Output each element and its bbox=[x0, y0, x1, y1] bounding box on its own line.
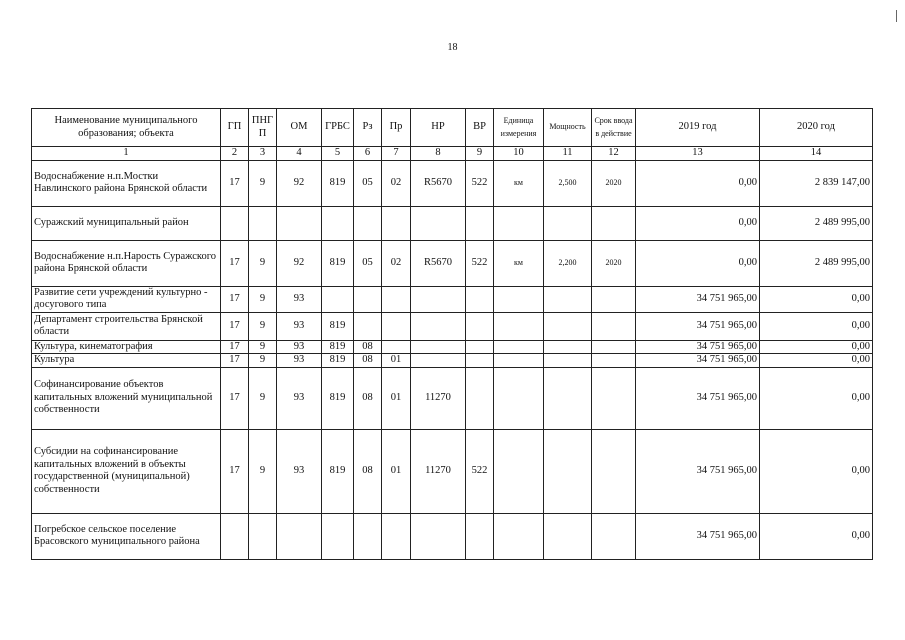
cell-term bbox=[592, 286, 636, 312]
cell-name: Департамент строительства Брянской области bbox=[32, 312, 221, 340]
header-unit: Единица измерения bbox=[494, 109, 544, 147]
cell-rz: 05 bbox=[354, 240, 382, 286]
cell-unit bbox=[494, 286, 544, 312]
col-number: 4 bbox=[277, 147, 322, 161]
cell-term bbox=[592, 513, 636, 559]
cell-gp: 17 bbox=[221, 340, 249, 354]
cell-name: Субсидии на софинансирование капитальных вложений в объекты государственной (муниципальной) собственности bbox=[32, 429, 221, 513]
col-number: 6 bbox=[354, 147, 382, 161]
cell-name: Софинансирование объектов капитальных вложений муниципальной собственности bbox=[32, 367, 221, 429]
cell-y2020: 0,00 bbox=[760, 513, 873, 559]
cell-y2020: 0,00 bbox=[760, 312, 873, 340]
cell-unit bbox=[494, 429, 544, 513]
cell-om: 93 bbox=[277, 312, 322, 340]
header-gp: ГП bbox=[221, 109, 249, 147]
col-number: 2 bbox=[221, 147, 249, 161]
cell-nr bbox=[411, 340, 466, 354]
cell-grbs: 819 bbox=[322, 429, 354, 513]
cell-power bbox=[544, 513, 592, 559]
cell-term bbox=[592, 354, 636, 368]
cell-y2020: 2 839 147,00 bbox=[760, 160, 873, 206]
cell-pr bbox=[382, 206, 411, 240]
col-number: 12 bbox=[592, 147, 636, 161]
cell-pr: 01 bbox=[382, 354, 411, 368]
cell-name: Культура, кинематография bbox=[32, 340, 221, 354]
cell-rz bbox=[354, 513, 382, 559]
header-power: Мощность bbox=[544, 109, 592, 147]
cell-y2019: 34 751 965,00 bbox=[636, 286, 760, 312]
cell-y2020: 0,00 bbox=[760, 286, 873, 312]
cell-grbs bbox=[322, 206, 354, 240]
cell-unit bbox=[494, 312, 544, 340]
cell-png: 9 bbox=[249, 354, 277, 368]
cell-gp: 17 bbox=[221, 429, 249, 513]
cell-gp bbox=[221, 513, 249, 559]
cell-nr bbox=[411, 312, 466, 340]
cell-unit bbox=[494, 513, 544, 559]
cell-unit bbox=[494, 340, 544, 354]
cell-unit bbox=[494, 206, 544, 240]
cell-pr: 01 bbox=[382, 367, 411, 429]
page-edge-mark bbox=[896, 10, 897, 22]
cell-om: 93 bbox=[277, 286, 322, 312]
cell-nr bbox=[411, 286, 466, 312]
cell-vr: 522 bbox=[466, 160, 494, 206]
cell-y2019: 34 751 965,00 bbox=[636, 513, 760, 559]
header-grbs: ГРБС bbox=[322, 109, 354, 147]
cell-rz: 08 bbox=[354, 367, 382, 429]
cell-rz: 08 bbox=[354, 429, 382, 513]
cell-gp bbox=[221, 206, 249, 240]
cell-term: 2020 bbox=[592, 240, 636, 286]
cell-power bbox=[544, 354, 592, 368]
cell-pr: 02 bbox=[382, 240, 411, 286]
budget-table bbox=[31, 108, 873, 560]
cell-vr bbox=[466, 354, 494, 368]
cell-pr: 01 bbox=[382, 429, 411, 513]
cell-power: 2,500 bbox=[544, 160, 592, 206]
col-number: 7 bbox=[382, 147, 411, 161]
cell-name: Суражский муниципальный район bbox=[32, 206, 221, 240]
cell-vr: 522 bbox=[466, 429, 494, 513]
table-row bbox=[32, 240, 873, 286]
cell-y2020: 2 489 995,00 bbox=[760, 240, 873, 286]
cell-rz bbox=[354, 286, 382, 312]
table-row bbox=[32, 367, 873, 429]
cell-gp: 17 bbox=[221, 286, 249, 312]
cell-power bbox=[544, 367, 592, 429]
cell-nr bbox=[411, 354, 466, 368]
cell-png bbox=[249, 513, 277, 559]
cell-y2019: 0,00 bbox=[636, 240, 760, 286]
cell-y2020: 0,00 bbox=[760, 367, 873, 429]
cell-rz: 05 bbox=[354, 160, 382, 206]
cell-y2020: 0,00 bbox=[760, 429, 873, 513]
cell-vr: 522 bbox=[466, 240, 494, 286]
cell-png: 9 bbox=[249, 160, 277, 206]
cell-om: 93 bbox=[277, 367, 322, 429]
cell-vr bbox=[466, 206, 494, 240]
cell-grbs: 819 bbox=[322, 367, 354, 429]
cell-om: 92 bbox=[277, 240, 322, 286]
col-number: 5 bbox=[322, 147, 354, 161]
cell-pr: 02 bbox=[382, 160, 411, 206]
cell-unit bbox=[494, 354, 544, 368]
header-2020: 2020 год bbox=[760, 109, 873, 147]
col-number: 13 bbox=[636, 147, 760, 161]
cell-png bbox=[249, 206, 277, 240]
cell-y2019: 0,00 bbox=[636, 160, 760, 206]
header-pr: Пр bbox=[382, 109, 411, 147]
table-row bbox=[32, 354, 873, 368]
cell-vr bbox=[466, 367, 494, 429]
cell-unit: км bbox=[494, 160, 544, 206]
cell-pr bbox=[382, 286, 411, 312]
cell-y2019: 34 751 965,00 bbox=[636, 354, 760, 368]
cell-om: 93 bbox=[277, 429, 322, 513]
cell-grbs bbox=[322, 286, 354, 312]
header-vr: ВР bbox=[466, 109, 494, 147]
col-number: 10 bbox=[494, 147, 544, 161]
table-row bbox=[32, 286, 873, 312]
cell-pr bbox=[382, 312, 411, 340]
header-rz: Рз bbox=[354, 109, 382, 147]
cell-y2020: 2 489 995,00 bbox=[760, 206, 873, 240]
table-row bbox=[32, 206, 873, 240]
header-om: ОМ bbox=[277, 109, 322, 147]
cell-unit: км bbox=[494, 240, 544, 286]
cell-vr bbox=[466, 312, 494, 340]
cell-gp: 17 bbox=[221, 367, 249, 429]
col-number: 14 bbox=[760, 147, 873, 161]
cell-name: Водоснабжение н.п.Нарость Суражского района Брянской области bbox=[32, 240, 221, 286]
cell-rz bbox=[354, 206, 382, 240]
cell-term bbox=[592, 340, 636, 354]
cell-power: 2,200 bbox=[544, 240, 592, 286]
cell-om bbox=[277, 206, 322, 240]
cell-power bbox=[544, 286, 592, 312]
cell-name: Водоснабжение н.п.Мостки Навлинского района Брянской области bbox=[32, 160, 221, 206]
cell-png: 9 bbox=[249, 286, 277, 312]
cell-power bbox=[544, 206, 592, 240]
cell-om: 93 bbox=[277, 354, 322, 368]
cell-term: 2020 bbox=[592, 160, 636, 206]
cell-gp: 17 bbox=[221, 354, 249, 368]
cell-vr bbox=[466, 340, 494, 354]
col-number: 8 bbox=[411, 147, 466, 161]
cell-name: Погребское сельское поселение Брасовского муниципального района bbox=[32, 513, 221, 559]
cell-gp: 17 bbox=[221, 312, 249, 340]
cell-png: 9 bbox=[249, 240, 277, 286]
cell-y2020: 0,00 bbox=[760, 354, 873, 368]
cell-png: 9 bbox=[249, 340, 277, 354]
cell-y2019: 34 751 965,00 bbox=[636, 367, 760, 429]
cell-y2019: 34 751 965,00 bbox=[636, 312, 760, 340]
header-png: ПНГ П bbox=[249, 109, 277, 147]
table-row bbox=[32, 312, 873, 340]
header-row bbox=[32, 109, 873, 147]
cell-pr bbox=[382, 513, 411, 559]
cell-power bbox=[544, 340, 592, 354]
col-number: 11 bbox=[544, 147, 592, 161]
page-number: 18 bbox=[447, 42, 458, 53]
cell-grbs: 819 bbox=[322, 312, 354, 340]
header-nr: НР bbox=[411, 109, 466, 147]
cell-png: 9 bbox=[249, 367, 277, 429]
cell-unit bbox=[494, 367, 544, 429]
table-row bbox=[32, 160, 873, 206]
cell-y2019: 34 751 965,00 bbox=[636, 340, 760, 354]
cell-power bbox=[544, 312, 592, 340]
cell-om bbox=[277, 513, 322, 559]
cell-om: 92 bbox=[277, 160, 322, 206]
table-row bbox=[32, 340, 873, 354]
cell-nr bbox=[411, 206, 466, 240]
cell-png: 9 bbox=[249, 312, 277, 340]
table-body bbox=[32, 160, 873, 559]
cell-y2019: 34 751 965,00 bbox=[636, 429, 760, 513]
col-number: 3 bbox=[249, 147, 277, 161]
cell-nr bbox=[411, 513, 466, 559]
cell-grbs: 819 bbox=[322, 240, 354, 286]
header-2019: 2019 год bbox=[636, 109, 760, 147]
column-number-row bbox=[32, 147, 873, 161]
cell-nr: 11270 bbox=[411, 429, 466, 513]
cell-pr bbox=[382, 340, 411, 354]
cell-nr: R5670 bbox=[411, 240, 466, 286]
cell-name: Развитие сети учреждений культурно - досугового типа bbox=[32, 286, 221, 312]
cell-rz: 08 bbox=[354, 354, 382, 368]
header-term: Срок ввода в действие bbox=[592, 109, 636, 147]
table-row bbox=[32, 429, 873, 513]
cell-term bbox=[592, 429, 636, 513]
cell-grbs: 819 bbox=[322, 340, 354, 354]
cell-power bbox=[544, 429, 592, 513]
cell-name: Культура bbox=[32, 354, 221, 368]
cell-vr bbox=[466, 286, 494, 312]
cell-term bbox=[592, 367, 636, 429]
header-name: Наименование муниципального образования; объекта bbox=[32, 109, 221, 147]
cell-term bbox=[592, 206, 636, 240]
cell-grbs bbox=[322, 513, 354, 559]
cell-term bbox=[592, 312, 636, 340]
cell-om: 93 bbox=[277, 340, 322, 354]
cell-gp: 17 bbox=[221, 160, 249, 206]
cell-gp: 17 bbox=[221, 240, 249, 286]
cell-rz bbox=[354, 312, 382, 340]
cell-y2020: 0,00 bbox=[760, 340, 873, 354]
cell-grbs: 819 bbox=[322, 160, 354, 206]
cell-vr bbox=[466, 513, 494, 559]
cell-grbs: 819 bbox=[322, 354, 354, 368]
col-number: 9 bbox=[466, 147, 494, 161]
table-row bbox=[32, 513, 873, 559]
cell-nr: R5670 bbox=[411, 160, 466, 206]
cell-rz: 08 bbox=[354, 340, 382, 354]
cell-png: 9 bbox=[249, 429, 277, 513]
col-number: 1 bbox=[32, 147, 221, 161]
cell-y2019: 0,00 bbox=[636, 206, 760, 240]
cell-nr: 11270 bbox=[411, 367, 466, 429]
